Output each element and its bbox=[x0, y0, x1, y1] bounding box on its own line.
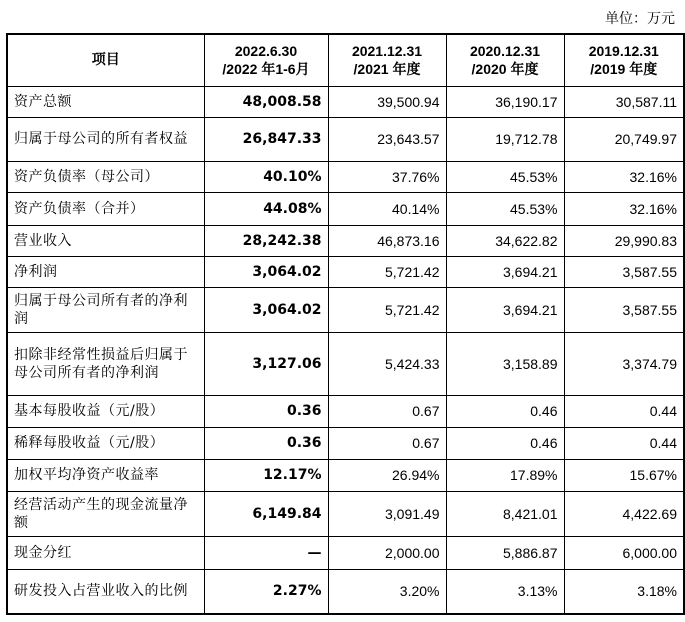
table-row bbox=[7, 427, 684, 459]
table-row bbox=[7, 332, 684, 395]
row-label: 营业收入 bbox=[7, 225, 204, 256]
header-item: 项目 bbox=[7, 34, 204, 86]
cell-value: — bbox=[204, 536, 328, 569]
cell-value: 0.36 bbox=[204, 395, 328, 427]
row-label: 资产总额 bbox=[7, 86, 204, 117]
header-col-3-date: 2020.12.31 bbox=[469, 43, 541, 60]
row-label: 基本每股收益（元/股） bbox=[7, 395, 204, 427]
table-row bbox=[7, 536, 684, 569]
cell-value: 0.67 bbox=[328, 427, 446, 459]
cell-value: 29,990.83 bbox=[564, 225, 684, 256]
table-row bbox=[7, 117, 684, 161]
cell-value: 8,421.01 bbox=[446, 491, 564, 536]
cell-value: 3,158.89 bbox=[446, 332, 564, 395]
cell-value: 28,242.38 bbox=[204, 225, 328, 256]
financial-data-table bbox=[6, 33, 685, 615]
table-row bbox=[7, 256, 684, 287]
table-row bbox=[7, 395, 684, 427]
cell-value: 4,422.69 bbox=[564, 491, 684, 536]
cell-value: 3,587.55 bbox=[564, 287, 684, 332]
cell-value: 36,190.17 bbox=[446, 86, 564, 117]
cell-value: 39,500.94 bbox=[328, 86, 446, 117]
header-col-3 bbox=[446, 34, 564, 86]
cell-value: 23,643.57 bbox=[328, 117, 446, 161]
cell-value: 48,008.58 bbox=[204, 86, 328, 117]
cell-value: 0.44 bbox=[564, 395, 684, 427]
cell-value: 0.44 bbox=[564, 427, 684, 459]
table-row bbox=[7, 287, 684, 332]
header-col-1 bbox=[204, 34, 328, 86]
cell-value: 30,587.11 bbox=[564, 86, 684, 117]
cell-value: 26.94% bbox=[328, 459, 446, 491]
cell-value: 3.20% bbox=[328, 569, 446, 614]
cell-value: 32.16% bbox=[564, 192, 684, 225]
table-header-row bbox=[7, 34, 684, 86]
row-label: 经营活动产生的现金流量净额 bbox=[7, 491, 204, 536]
cell-value: 0.46 bbox=[446, 427, 564, 459]
cell-value: 34,622.82 bbox=[446, 225, 564, 256]
table-row bbox=[7, 491, 684, 536]
cell-value: 3,587.55 bbox=[564, 256, 684, 287]
table-row bbox=[7, 192, 684, 225]
cell-value: 3,064.02 bbox=[204, 256, 328, 287]
table-row bbox=[7, 86, 684, 117]
table-row bbox=[7, 225, 684, 256]
cell-value: 32.16% bbox=[564, 161, 684, 192]
cell-value: 0.36 bbox=[204, 427, 328, 459]
cell-value: 15.67% bbox=[564, 459, 684, 491]
cell-value: 3,091.49 bbox=[328, 491, 446, 536]
cell-value: 44.08% bbox=[204, 192, 328, 225]
cell-value: 0.67 bbox=[328, 395, 446, 427]
header-col-4-date: 2019.12.31 bbox=[588, 43, 659, 60]
cell-value: 5,721.42 bbox=[328, 256, 446, 287]
cell-value: 2,000.00 bbox=[328, 536, 446, 569]
cell-value: 5,886.87 bbox=[446, 536, 564, 569]
cell-value: 12.17% bbox=[204, 459, 328, 491]
header-col-1-date: 2022.6.30 bbox=[234, 43, 298, 60]
table-row bbox=[7, 459, 684, 491]
cell-value: 17.89% bbox=[446, 459, 564, 491]
cell-value: 40.10% bbox=[204, 161, 328, 192]
unit-label: 单位：万元 bbox=[605, 11, 675, 27]
header-col-1-period: /2022 年1-6月 bbox=[222, 61, 310, 78]
cell-value: 3,694.21 bbox=[446, 256, 564, 287]
cell-value: 2.27% bbox=[204, 569, 328, 614]
row-label: 归属于母公司所有者的净利润 bbox=[7, 287, 204, 332]
cell-value: 3,127.06 bbox=[204, 332, 328, 395]
cell-value: 45.53% bbox=[446, 161, 564, 192]
table-row bbox=[7, 161, 684, 192]
cell-value: 5,721.42 bbox=[328, 287, 446, 332]
header-col-3-period: /2020 年度 bbox=[471, 61, 539, 78]
cell-value: 26,847.33 bbox=[204, 117, 328, 161]
header-col-2 bbox=[328, 34, 446, 86]
cell-value: 0.46 bbox=[446, 395, 564, 427]
header-col-2-period: /2021 年度 bbox=[353, 61, 421, 78]
header-col-2-date: 2021.12.31 bbox=[351, 43, 423, 60]
cell-value: 5,424.33 bbox=[328, 332, 446, 395]
header-col-4-period: /2019 年度 bbox=[590, 61, 658, 78]
header-col-4 bbox=[564, 34, 684, 86]
row-label: 现金分红 bbox=[7, 536, 204, 569]
cell-value: 6,000.00 bbox=[564, 536, 684, 569]
cell-value: 6,149.84 bbox=[204, 491, 328, 536]
cell-value: 20,749.97 bbox=[564, 117, 684, 161]
cell-value: 45.53% bbox=[446, 192, 564, 225]
cell-value: 46,873.16 bbox=[328, 225, 446, 256]
cell-value: 3,064.02 bbox=[204, 287, 328, 332]
row-label: 资产负债率（母公司） bbox=[7, 161, 204, 192]
cell-value: 3,694.21 bbox=[446, 287, 564, 332]
cell-value: 37.76% bbox=[328, 161, 446, 192]
row-label: 净利润 bbox=[7, 256, 204, 287]
row-label: 研发投入占营业收入的比例 bbox=[7, 569, 204, 614]
row-label: 归属于母公司的所有者权益 bbox=[7, 117, 204, 161]
cell-value: 3.18% bbox=[564, 569, 684, 614]
row-label: 资产负债率（合并） bbox=[7, 192, 204, 225]
cell-value: 40.14% bbox=[328, 192, 446, 225]
cell-value: 3,374.79 bbox=[564, 332, 684, 395]
row-label: 扣除非经常性损益后归属于母公司所有者的净利润 bbox=[7, 332, 204, 395]
row-label: 加权平均净资产收益率 bbox=[7, 459, 204, 491]
cell-value: 19,712.78 bbox=[446, 117, 564, 161]
cell-value: 3.13% bbox=[446, 569, 564, 614]
table-row bbox=[7, 569, 684, 614]
row-label: 稀释每股收益（元/股） bbox=[7, 427, 204, 459]
